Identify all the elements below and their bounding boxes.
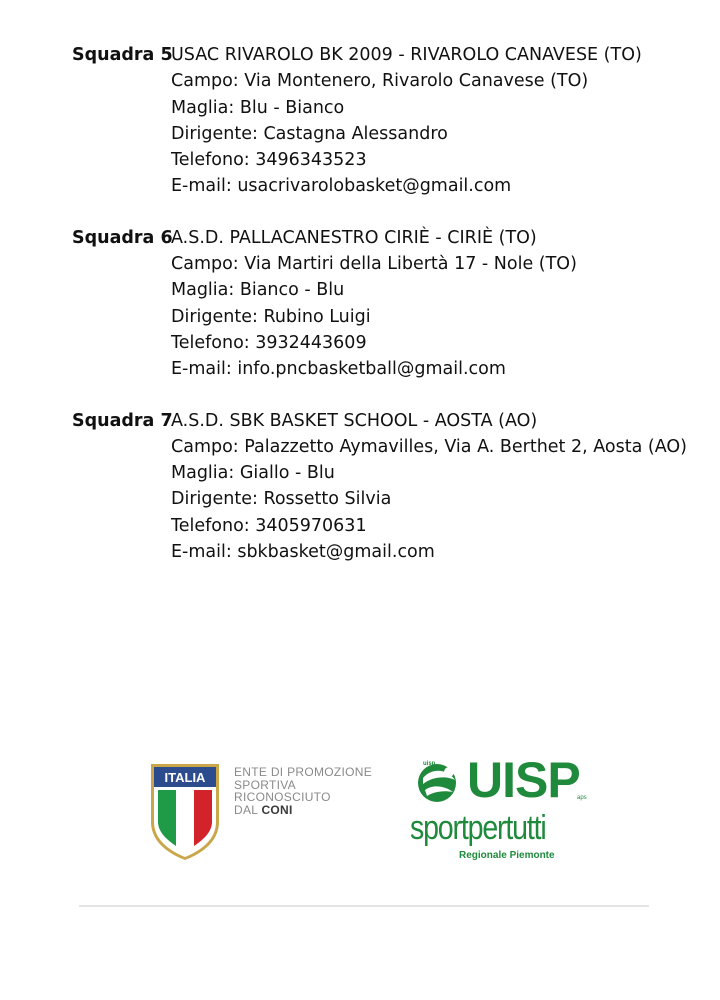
coni-bold: CONI — [261, 802, 293, 817]
team-telefono: Telefono: 3496343523 — [171, 150, 367, 171]
team-name: A.S.D. SBK BASKET SCHOOL - AOSTA (AO) — [171, 410, 538, 431]
team-email: E-mail: sbkbasket@gmail.com — [171, 542, 435, 563]
team-list — [72, 42, 712, 590]
uisp-emblem-icon — [409, 758, 469, 804]
coni-line: RICONOSCIUTO — [234, 790, 331, 804]
team-label: Squadra 6 — [72, 227, 173, 248]
regionale-piemonte-text: Regionale Piemonte — [459, 850, 555, 861]
team-label: Squadra 7 — [72, 410, 173, 431]
team-email: E-mail: info.pncbasketball@gmail.com — [171, 359, 506, 380]
team-email: E-mail: usacrivarolobasket@gmail.com — [171, 176, 512, 197]
team-entry — [72, 408, 712, 566]
sponsor-footer — [79, 752, 649, 907]
italia-badge-text: ITALIA — [164, 770, 206, 785]
team-dirigente: Dirigente: Rubino Luigi — [171, 306, 371, 327]
team-dirigente: Dirigente: Rossetto Silvia — [171, 489, 392, 510]
team-maglia: Maglia: Giallo - Blu — [171, 463, 335, 484]
team-details — [171, 42, 712, 200]
coni-recognition-text — [234, 766, 372, 816]
team-name: USAC RIVAROLO BK 2009 - RIVAROLO CANAVESE (TO) — [171, 45, 642, 65]
team-details — [171, 225, 712, 383]
team-campo: Campo: Palazzetto Aymavilles, Via A. Berthet 2, Aosta (AO) — [171, 436, 687, 457]
team-dirigente: Dirigente: Castagna Alessandro — [171, 123, 448, 144]
sportpertutti-logo-text: sportpertutti — [410, 809, 546, 847]
team-entry — [72, 42, 712, 200]
team-telefono: Telefono: 3405970631 — [171, 515, 367, 536]
team-telefono: Telefono: 3932443609 — [171, 332, 367, 353]
team-details — [171, 408, 712, 566]
team-name: A.S.D. PALLACANESTRO CIRIÈ - CIRIÈ (TO) — [171, 227, 537, 248]
team-campo: Campo: Via Martiri della Libertà 17 - Nole (TO) — [171, 254, 577, 275]
team-campo: Campo: Via Montenero, Rivarolo Canavese (TO) — [171, 71, 589, 92]
team-label: Squadra 5 — [72, 45, 173, 65]
italia-shield-logo — [149, 762, 221, 862]
uisp-small-text: uisp — [423, 761, 436, 767]
uisp-aps-text: aps — [577, 795, 587, 801]
uisp-logo-text: UISP — [467, 752, 580, 808]
team-entry — [72, 225, 712, 383]
coni-line: DAL CONI — [234, 802, 293, 817]
coni-line: SPORTIVA — [234, 777, 296, 792]
team-maglia: Maglia: Bianco - Blu — [171, 280, 345, 301]
team-maglia: Maglia: Blu - Bianco — [171, 97, 345, 118]
coni-line: ENTE DI PROMOZIONE — [234, 765, 373, 779]
